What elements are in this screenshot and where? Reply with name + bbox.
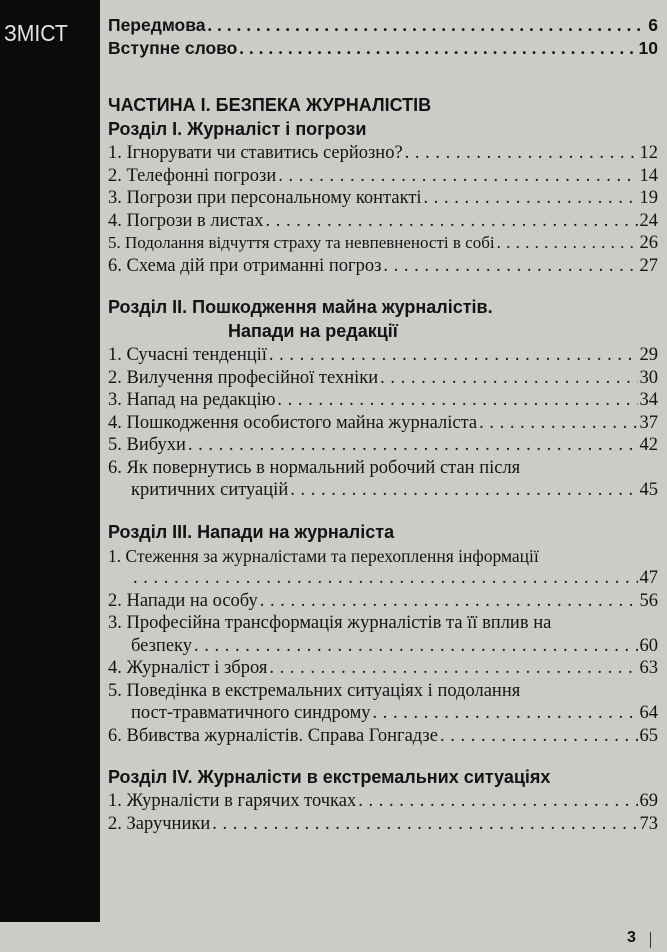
toc-entry[interactable] [108, 413, 658, 436]
toc-entry[interactable] [108, 726, 658, 749]
toc-page-number: 73 [639, 813, 658, 834]
toc-entry-title: 2. Телефонні погрози [108, 165, 277, 186]
dot-leader [278, 166, 637, 187]
toc-page-number: 12 [639, 143, 658, 163]
toc-page-number: 60 [639, 635, 658, 656]
toc-entry-title: 3. Напад на редакцію [108, 390, 276, 410]
toc-entry-title: Вступне слово [108, 37, 238, 58]
dot-leader [358, 791, 637, 812]
toc-page-number: 47 [639, 568, 658, 588]
toc-entry[interactable] [108, 166, 658, 189]
toc-entry[interactable] [108, 211, 658, 234]
toc-page-number: 64 [639, 703, 658, 723]
dot-leader [479, 413, 637, 434]
toc-page-number: 34 [639, 390, 658, 410]
section-3-heading: Розділ ІІІ. Напади на журналіста [108, 521, 395, 542]
dot-leader [266, 211, 638, 232]
dot-leader [380, 368, 637, 389]
contents-heading: ЗМІСТ [4, 20, 68, 46]
sidebar-black-band [0, 0, 100, 922]
toc-entry[interactable] [108, 658, 658, 681]
toc-page-number: 24 [639, 210, 658, 231]
toc-entry-title: 2. Вилучення професійної техніки [108, 367, 379, 388]
toc-entry-title: пост-травматичного синдрому [131, 703, 371, 723]
toc-entry-title: 5. Подолання відчуття страху та невпевненості в собі [108, 233, 495, 252]
dot-leader [440, 726, 638, 747]
dot-leader [405, 143, 638, 164]
toc-entry[interactable] [108, 345, 658, 368]
toc-page-number: 37 [639, 412, 658, 433]
toc-entry[interactable] [108, 256, 658, 279]
toc-entry[interactable] [108, 568, 658, 591]
dot-leader [277, 390, 637, 411]
toc-page-number: 26 [639, 233, 658, 253]
toc-entry[interactable] [108, 703, 658, 726]
part-heading: ЧАСТИНА І. БЕЗПЕКА ЖУРНАЛІСТІВ [108, 95, 432, 115]
section-1-heading: Розділ І. Журналіст і погрози [108, 119, 367, 139]
toc-entry-title: безпеку [131, 635, 193, 656]
toc-entry-title: критичних ситуацій [131, 480, 289, 500]
toc-entry-title: 6. Схема дій при отриманні погроз [108, 255, 382, 276]
dot-leader [208, 15, 647, 36]
toc-entry-title: 2. Заручники [108, 813, 211, 834]
toc-page-number: 69 [639, 791, 658, 811]
toc-page-number: 14 [639, 165, 658, 186]
toc-page-number: 30 [639, 367, 658, 388]
dot-leader [373, 703, 638, 724]
toc-entry[interactable] [108, 368, 658, 391]
toc-entry-title: 3. Погрози при персональному контакті [108, 188, 422, 208]
toc-entry[interactable] [108, 636, 658, 659]
toc-entry-title: 4. Журналіст і зброя [108, 658, 268, 678]
dot-leader [239, 38, 636, 59]
toc-entry[interactable] [108, 791, 658, 814]
toc-entry[interactable] [108, 480, 658, 503]
dot-leader [269, 658, 637, 679]
toc-page-number: 45 [639, 480, 658, 500]
toc-page-number: 10 [638, 37, 658, 58]
page-number-divider [650, 932, 651, 948]
toc-entry-title: 3. Професійна трансформація журналістів та її вплив на [108, 613, 552, 633]
toc-entry-wrap-line[interactable] [108, 546, 658, 569]
toc-page-number: 27 [639, 255, 658, 276]
toc-entry-title: 4. Пошкодження особистого майна журналіста [108, 412, 478, 433]
dot-leader [188, 435, 638, 456]
table-of-contents [108, 15, 658, 836]
toc-entry-title: 4. Погрози в листах [108, 210, 264, 231]
dot-leader [497, 233, 638, 253]
toc-entry-wrap-line[interactable] [108, 458, 658, 481]
section-4-heading: Розділ IV. Журналісти в екстремальних ситуаціях [108, 767, 551, 787]
toc-entry[interactable] [108, 143, 658, 166]
toc-page-number: 19 [639, 188, 658, 208]
toc-entry-title: Передмова [108, 15, 206, 35]
dot-leader [260, 591, 638, 612]
dot-leader [133, 568, 638, 589]
toc-entry-title: 6. Як повернутись в нормальний робочий стан після [108, 457, 521, 478]
toc-entry-title: 6. Вбивства журналістів. Справа Гонгадзе [108, 725, 438, 746]
toc-page-number: 63 [639, 658, 658, 678]
toc-entry-title: 1. Стеження за журналістами та перехоплення інформації [108, 545, 539, 566]
dot-leader [212, 814, 637, 835]
toc-entry[interactable] [108, 591, 658, 614]
toc-entry-wrap-line[interactable] [108, 613, 658, 636]
toc-entry[interactable] [108, 814, 658, 837]
dot-leader [269, 345, 638, 366]
section-2-heading: Розділ ІІ. Пошкодження майна журналістів. [108, 297, 493, 317]
toc-entry-wrap-line[interactable] [108, 681, 658, 704]
section-2-heading-line2: Напади на редакції [228, 321, 398, 341]
dot-leader [383, 256, 637, 277]
toc-entry-title: 1. Сучасні тенденції [108, 345, 267, 365]
toc-entry-title: 5. Поведінка в екстремальних ситуаціях і подолання [108, 680, 521, 701]
dot-leader [194, 636, 637, 657]
toc-entry-title: 2. Напади на особу [108, 590, 258, 611]
toc-entry[interactable] [108, 390, 658, 413]
toc-entry-title: 1. Журналісти в гарячих точках [108, 791, 357, 811]
toc-entry-title: 1. Ігнорувати чи ставитись серйозно? [108, 143, 403, 163]
dot-leader [290, 480, 637, 501]
toc-entry-foreword[interactable] [108, 15, 658, 38]
dot-leader [424, 188, 638, 209]
toc-entry[interactable] [108, 233, 658, 256]
toc-page-number: 6 [648, 15, 658, 35]
toc-entry[interactable] [108, 435, 658, 458]
toc-page-number: 56 [639, 590, 658, 611]
toc-entry[interactable] [108, 188, 658, 211]
toc-entry-title: 5. Вибухи [108, 435, 186, 455]
toc-entry-introduction[interactable] [108, 38, 658, 61]
toc-page-number: 29 [639, 345, 658, 365]
page-number: 3 [627, 929, 636, 946]
toc-page-number: 65 [639, 725, 658, 746]
toc-page-number: 42 [639, 435, 658, 455]
